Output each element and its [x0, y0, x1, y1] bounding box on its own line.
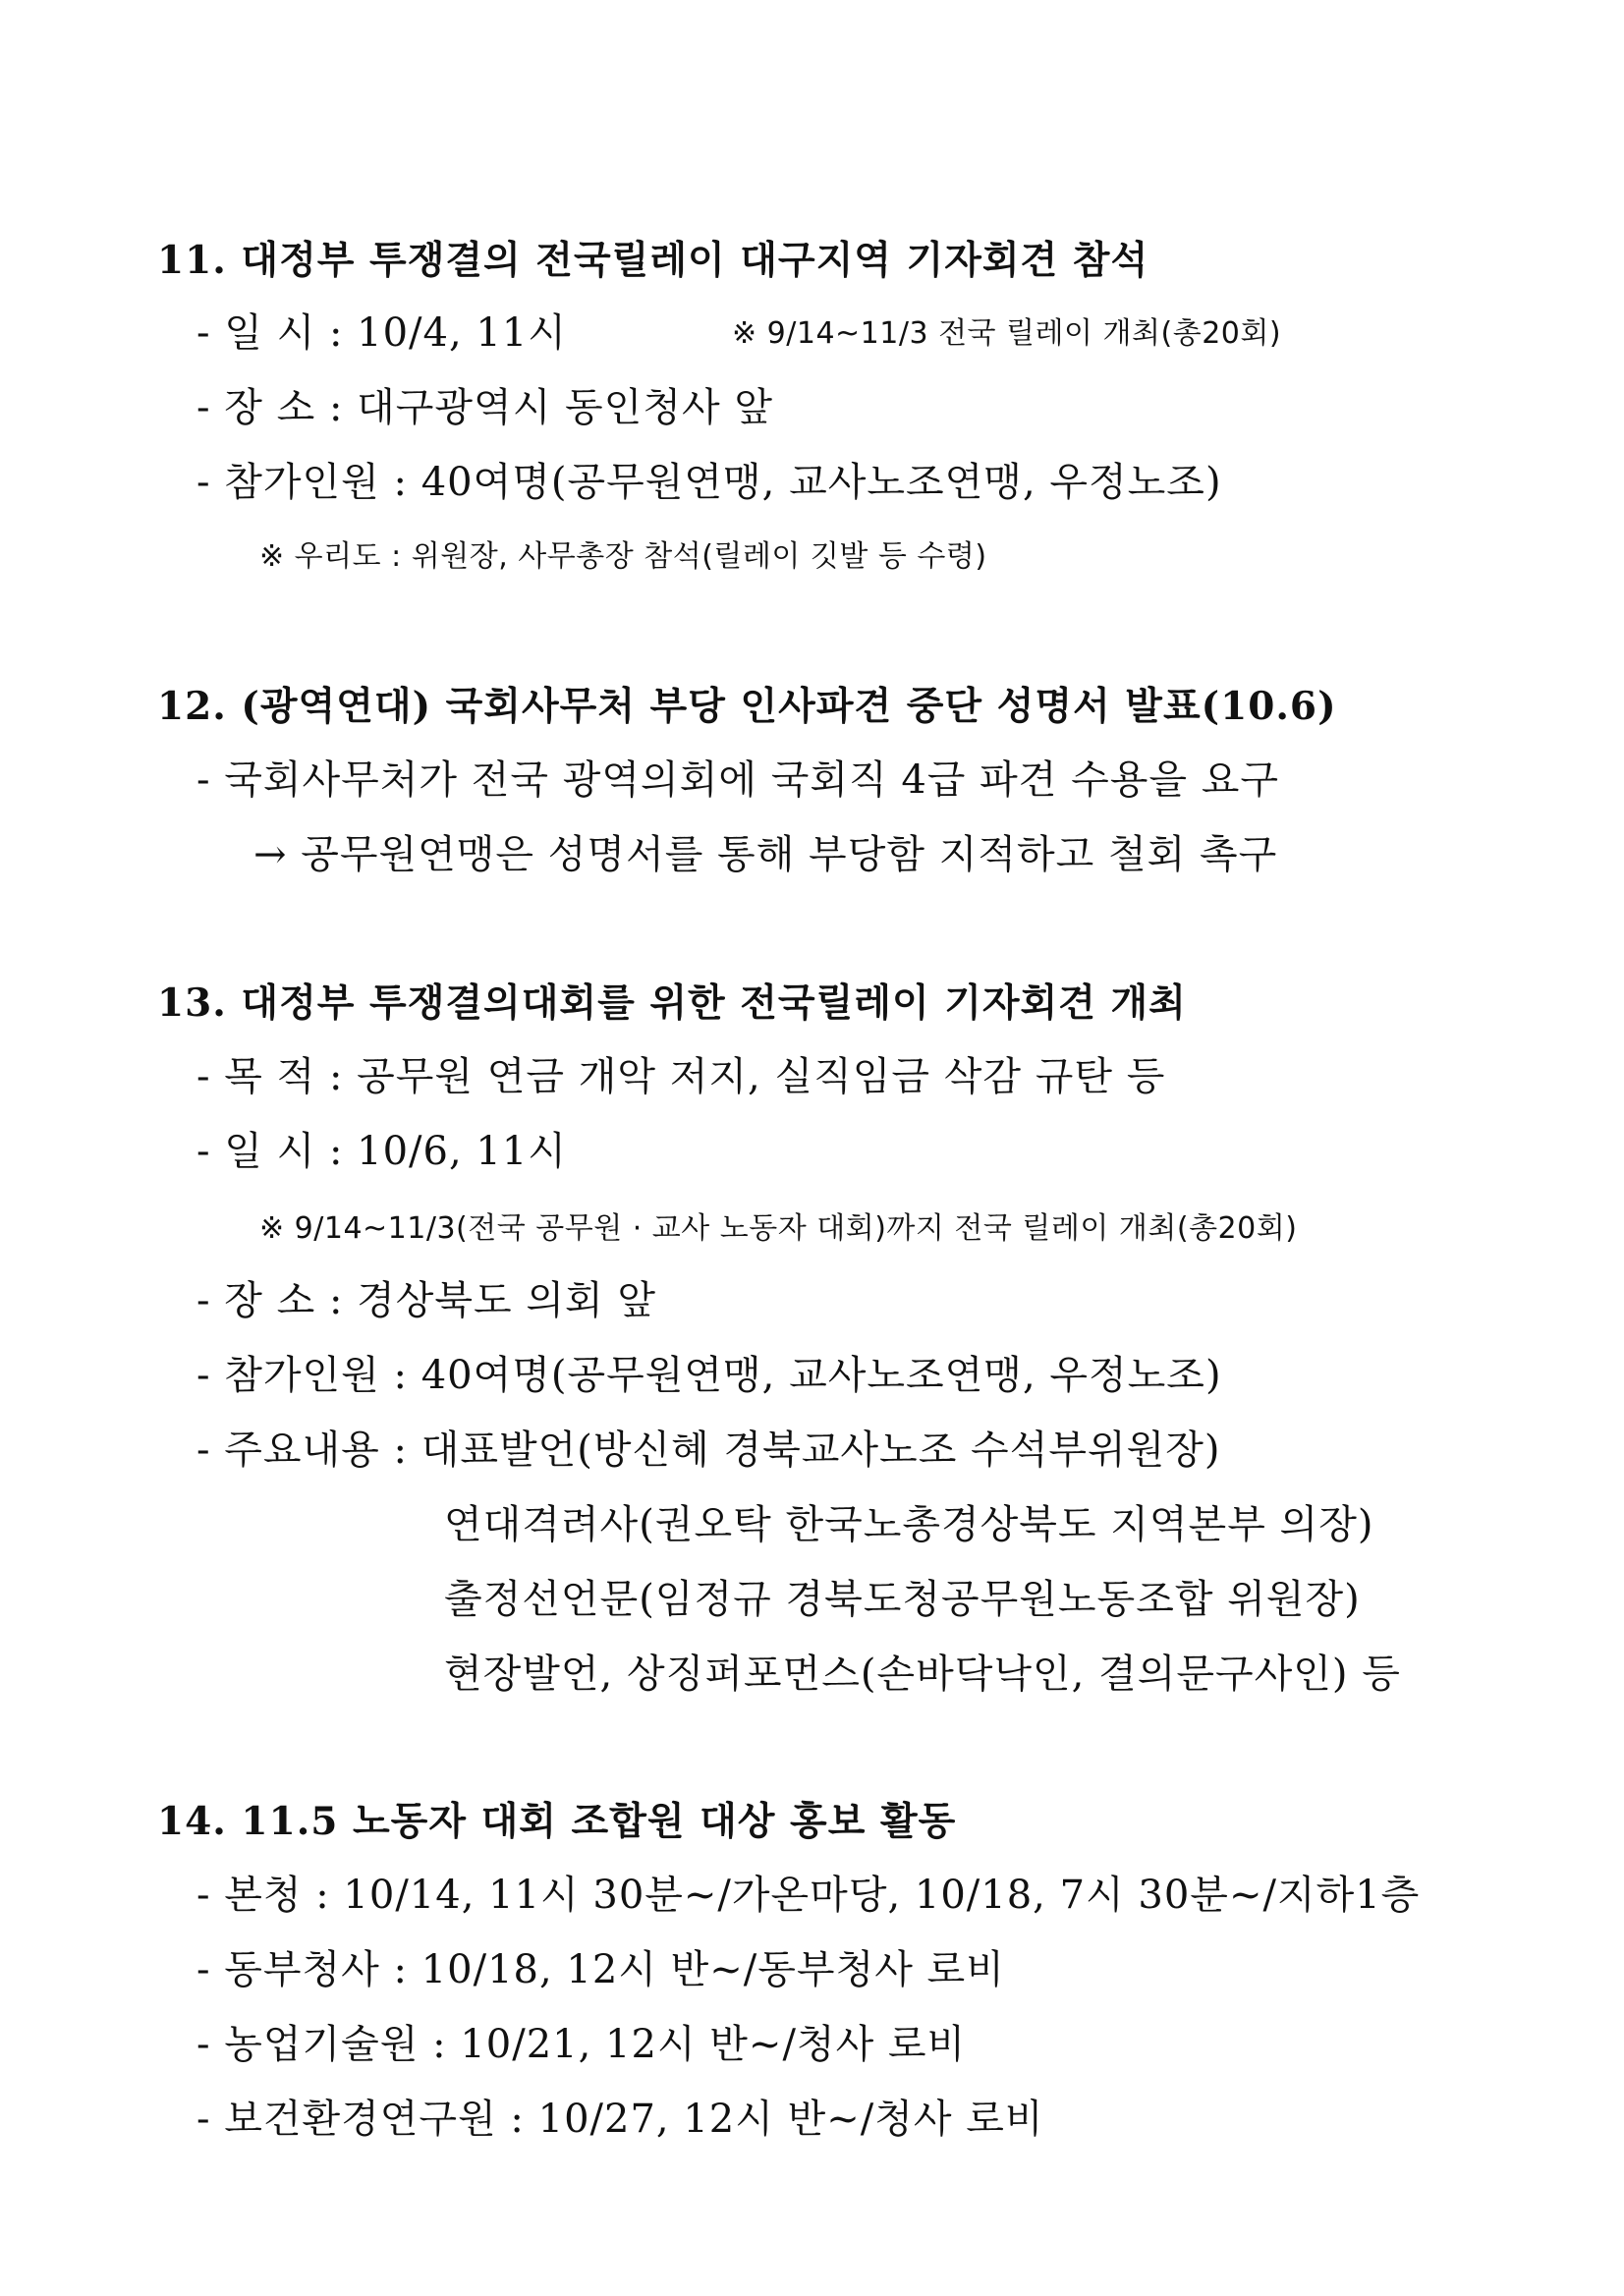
content-continuation: 현장발언, 상징퍼포먼스(손바닥낙인, 결의문구사인) 등: [444, 1652, 1401, 1697]
list-item-place: - 장 소 : 대구광역시 동인청사 앞: [196, 385, 773, 430]
list-item-purpose: - 목 적 : 공무원 연금 개악 저지, 실직임금 삭감 규탄 등: [196, 1054, 1166, 1099]
inline-note: ※ 9/14~11/3 전국 릴레이 개최(총20회): [732, 316, 1282, 351]
list-item-participants: - 참가인원 : 40여명(공무원연맹, 교사노조연맹, 우정노조): [196, 460, 1222, 505]
list-item-date: - 일 시 : 10/6, 11시: [196, 1129, 567, 1174]
section-heading: 12. (광역연대) 국회사무처 부당 인사파견 중단 성명서 발표(10.6): [157, 684, 1337, 729]
list-item: - 국회사무처가 전국 광역의회에 국회직 4급 파견 수용을 요구: [196, 757, 1280, 803]
list-item-date: - 일 시 : 10/4, 11시: [196, 310, 567, 356]
list-item-content: - 주요내용 : 대표발언(방신혜 경북교사노조 수석부위원장): [196, 1428, 1221, 1473]
list-item: - 보건환경연구원 : 10/27, 12시 반~/청사 로비: [196, 2097, 1044, 2142]
content-continuation: 출정선언문(임정규 경북도청공무원노동조합 위원장): [444, 1577, 1361, 1622]
section-heading: 11. 대정부 투쟁결의 전국릴레이 대구지역 기자회견 참석: [157, 238, 1149, 283]
list-item-participants: - 참가인원 : 40여명(공무원연맹, 교사노조연맹, 우정노조): [196, 1353, 1222, 1398]
content-continuation: 연대격려사(권오탁 한국노총경상북도 지역본부 의장): [444, 1502, 1374, 1547]
section-note: ※ 우리도 : 위원장, 사무총장 참석(릴레이 깃발 등 수령): [259, 539, 987, 574]
arrow-item: → 공무원연맹은 성명서를 통해 부당함 지적하고 철회 촉구: [253, 832, 1278, 877]
list-item: - 농업기술원 : 10/21, 12시 반~/청사 로비: [196, 2022, 967, 2067]
list-item: - 동부청사 : 10/18, 12시 반~/동부청사 로비: [196, 1947, 1005, 1992]
list-item-place: - 장 소 : 경상북도 의회 앞: [196, 1278, 657, 1323]
list-item: - 본청 : 10/14, 11시 30분~/가온마당, 10/18, 7시 30분~/지하1층: [196, 1873, 1421, 1918]
section-heading: 13. 대정부 투쟁결의대회를 위한 전국릴레이 기자회견 개최: [157, 980, 1187, 1026]
section-heading: 14. 11.5 노동자 대회 조합원 대상 홍보 활동: [157, 1799, 957, 1844]
section-note: ※ 9/14~11/3(전국 공무원 · 교사 노동자 대회)까지 전국 릴레이 개최(총20회): [259, 1211, 1298, 1246]
